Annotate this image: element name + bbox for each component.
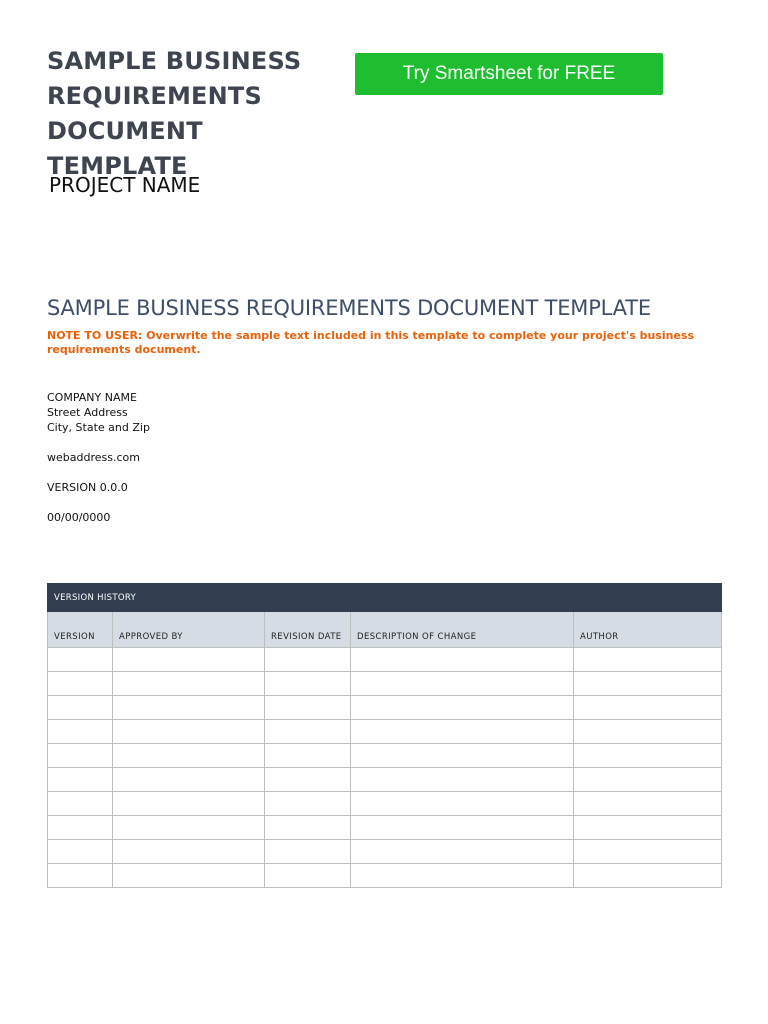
column-header-description-of-change: DESCRIPTION OF CHANGE <box>351 612 574 648</box>
revision-date-cell[interactable] <box>265 840 351 864</box>
version-history-table <box>47 583 722 888</box>
table-row <box>48 768 722 792</box>
city-state-zip: City, State and Zip <box>47 421 150 434</box>
approved-by-cell[interactable] <box>113 648 265 672</box>
approved-by-cell[interactable] <box>113 744 265 768</box>
table-row <box>48 864 722 888</box>
approved-by-cell[interactable] <box>113 864 265 888</box>
revision-date-cell[interactable] <box>265 768 351 792</box>
version-cell[interactable] <box>48 768 113 792</box>
column-header-version: VERSION <box>48 612 113 648</box>
description-cell[interactable] <box>351 840 574 864</box>
column-header-row <box>48 612 722 648</box>
company-name: COMPANY NAME <box>47 391 137 404</box>
document-date: 00/00/0000 <box>47 511 111 524</box>
version-cell[interactable] <box>48 792 113 816</box>
revision-date-cell[interactable] <box>265 720 351 744</box>
approved-by-cell[interactable] <box>113 840 265 864</box>
author-cell[interactable] <box>574 744 722 768</box>
author-cell[interactable] <box>574 696 722 720</box>
revision-date-cell[interactable] <box>265 672 351 696</box>
description-cell[interactable] <box>351 696 574 720</box>
version-cell[interactable] <box>48 816 113 840</box>
try-smartsheet-button[interactable]: Try Smartsheet for FREE <box>355 53 663 95</box>
description-cell[interactable] <box>351 816 574 840</box>
table-row <box>48 672 722 696</box>
table-row <box>48 744 722 768</box>
column-header-revision-date: REVISION DATE <box>265 612 351 648</box>
version-cell[interactable] <box>48 648 113 672</box>
author-cell[interactable] <box>574 864 722 888</box>
document-title <box>47 44 347 184</box>
description-cell[interactable] <box>351 648 574 672</box>
version-cell[interactable] <box>48 744 113 768</box>
author-cell[interactable] <box>574 792 722 816</box>
project-name: PROJECT NAME <box>49 173 201 197</box>
document-title-line: REQUIREMENTS <box>47 82 262 110</box>
table-row <box>48 840 722 864</box>
version-number: VERSION 0.0.0 <box>47 481 128 494</box>
column-header-author: AUTHOR <box>574 612 722 648</box>
description-cell[interactable] <box>351 720 574 744</box>
revision-date-cell[interactable] <box>265 648 351 672</box>
approved-by-cell[interactable] <box>113 696 265 720</box>
note-to-user: NOTE TO USER: Overwrite the sample text included in this template to complete your project's business requirements document. <box>47 329 695 356</box>
table-row <box>48 696 722 720</box>
document-title-line: SAMPLE BUSINESS <box>47 47 302 75</box>
approved-by-cell[interactable] <box>113 816 265 840</box>
revision-date-cell[interactable] <box>265 816 351 840</box>
description-cell[interactable] <box>351 672 574 696</box>
revision-date-cell[interactable] <box>265 864 351 888</box>
table-row <box>48 816 722 840</box>
version-history-body <box>48 648 722 888</box>
version-cell[interactable] <box>48 672 113 696</box>
author-cell[interactable] <box>574 768 722 792</box>
document-title-line: DOCUMENT TEMPLATE <box>47 117 203 180</box>
author-cell[interactable] <box>574 720 722 744</box>
version-cell[interactable] <box>48 696 113 720</box>
description-cell[interactable] <box>351 792 574 816</box>
version-history-header <box>48 584 722 612</box>
table-row <box>48 648 722 672</box>
web-address: webaddress.com <box>47 451 140 464</box>
author-cell[interactable] <box>574 672 722 696</box>
table-row <box>48 720 722 744</box>
revision-date-cell[interactable] <box>265 696 351 720</box>
approved-by-cell[interactable] <box>113 720 265 744</box>
version-cell[interactable] <box>48 864 113 888</box>
version-cell[interactable] <box>48 720 113 744</box>
revision-date-cell[interactable] <box>265 744 351 768</box>
description-cell[interactable] <box>351 768 574 792</box>
approved-by-cell[interactable] <box>113 792 265 816</box>
author-cell[interactable] <box>574 816 722 840</box>
description-cell[interactable] <box>351 744 574 768</box>
table-row <box>48 792 722 816</box>
version-history-title: VERSION HISTORY <box>48 584 722 612</box>
revision-date-cell[interactable] <box>265 792 351 816</box>
description-cell[interactable] <box>351 864 574 888</box>
approved-by-cell[interactable] <box>113 768 265 792</box>
author-cell[interactable] <box>574 840 722 864</box>
author-cell[interactable] <box>574 648 722 672</box>
section-title: SAMPLE BUSINESS REQUIREMENTS DOCUMENT TEMPLATE <box>47 296 651 320</box>
version-cell[interactable] <box>48 840 113 864</box>
street-address: Street Address <box>47 406 128 419</box>
approved-by-cell[interactable] <box>113 672 265 696</box>
column-header-approved-by: APPROVED BY <box>113 612 265 648</box>
